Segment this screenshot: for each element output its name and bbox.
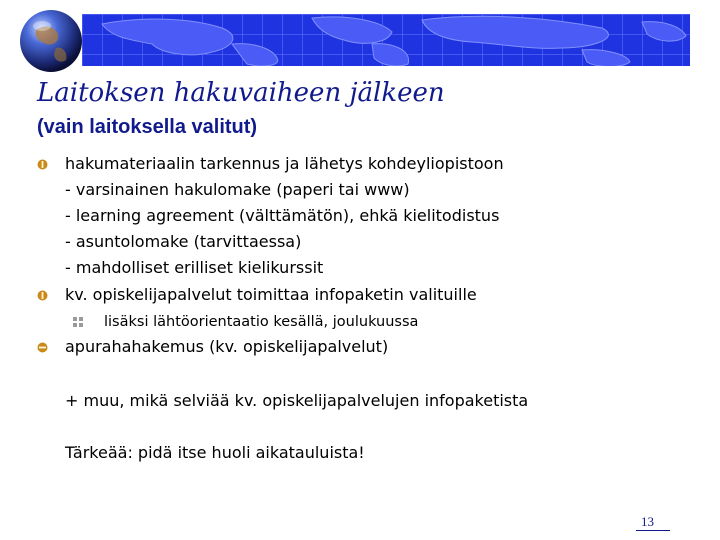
bullet-icon (37, 290, 48, 301)
page-number: 13 (641, 514, 654, 529)
slide-title: Laitoksen hakuvaiheen jälkeen (37, 78, 445, 108)
note-line: + muu, mikä selviää kv. opiskelijapalvelujen infopaketista (65, 391, 529, 410)
list-item: - varsinainen hakulomake (paperi tai www) (65, 180, 410, 199)
bullet-icon (37, 159, 48, 170)
list-item: - learning agreement (välttämätön), ehkä kielitodistus (65, 206, 500, 225)
sub-list-item: lisäksi lähtöorientaatio kesällä, joulukuussa (104, 314, 419, 330)
list-item: apurahahakemus (kv. opiskelijapalvelut) (65, 337, 389, 356)
list-item: hakumateriaalin tarkennus ja lähetys kohdeyliopistoon (65, 154, 504, 173)
list-item: - asuntolomake (tarvittaessa) (65, 232, 302, 251)
list-item: - mahdolliset erilliset kielikurssit (65, 258, 324, 277)
header-banner (82, 14, 690, 66)
list-item: kv. opiskelijapalvelut toimittaa infopaketin valituille (65, 285, 477, 304)
sub-bullet-icon (73, 317, 83, 327)
slide-subtitle: (vain laitoksella valitut) (37, 116, 258, 138)
globe-logo-icon (18, 8, 84, 74)
note-line: Tärkeää: pidä itse huoli aikatauluista! (65, 443, 365, 462)
page-number-rule (636, 530, 670, 531)
world-map-pattern (82, 14, 690, 66)
bullet-icon (37, 342, 48, 353)
